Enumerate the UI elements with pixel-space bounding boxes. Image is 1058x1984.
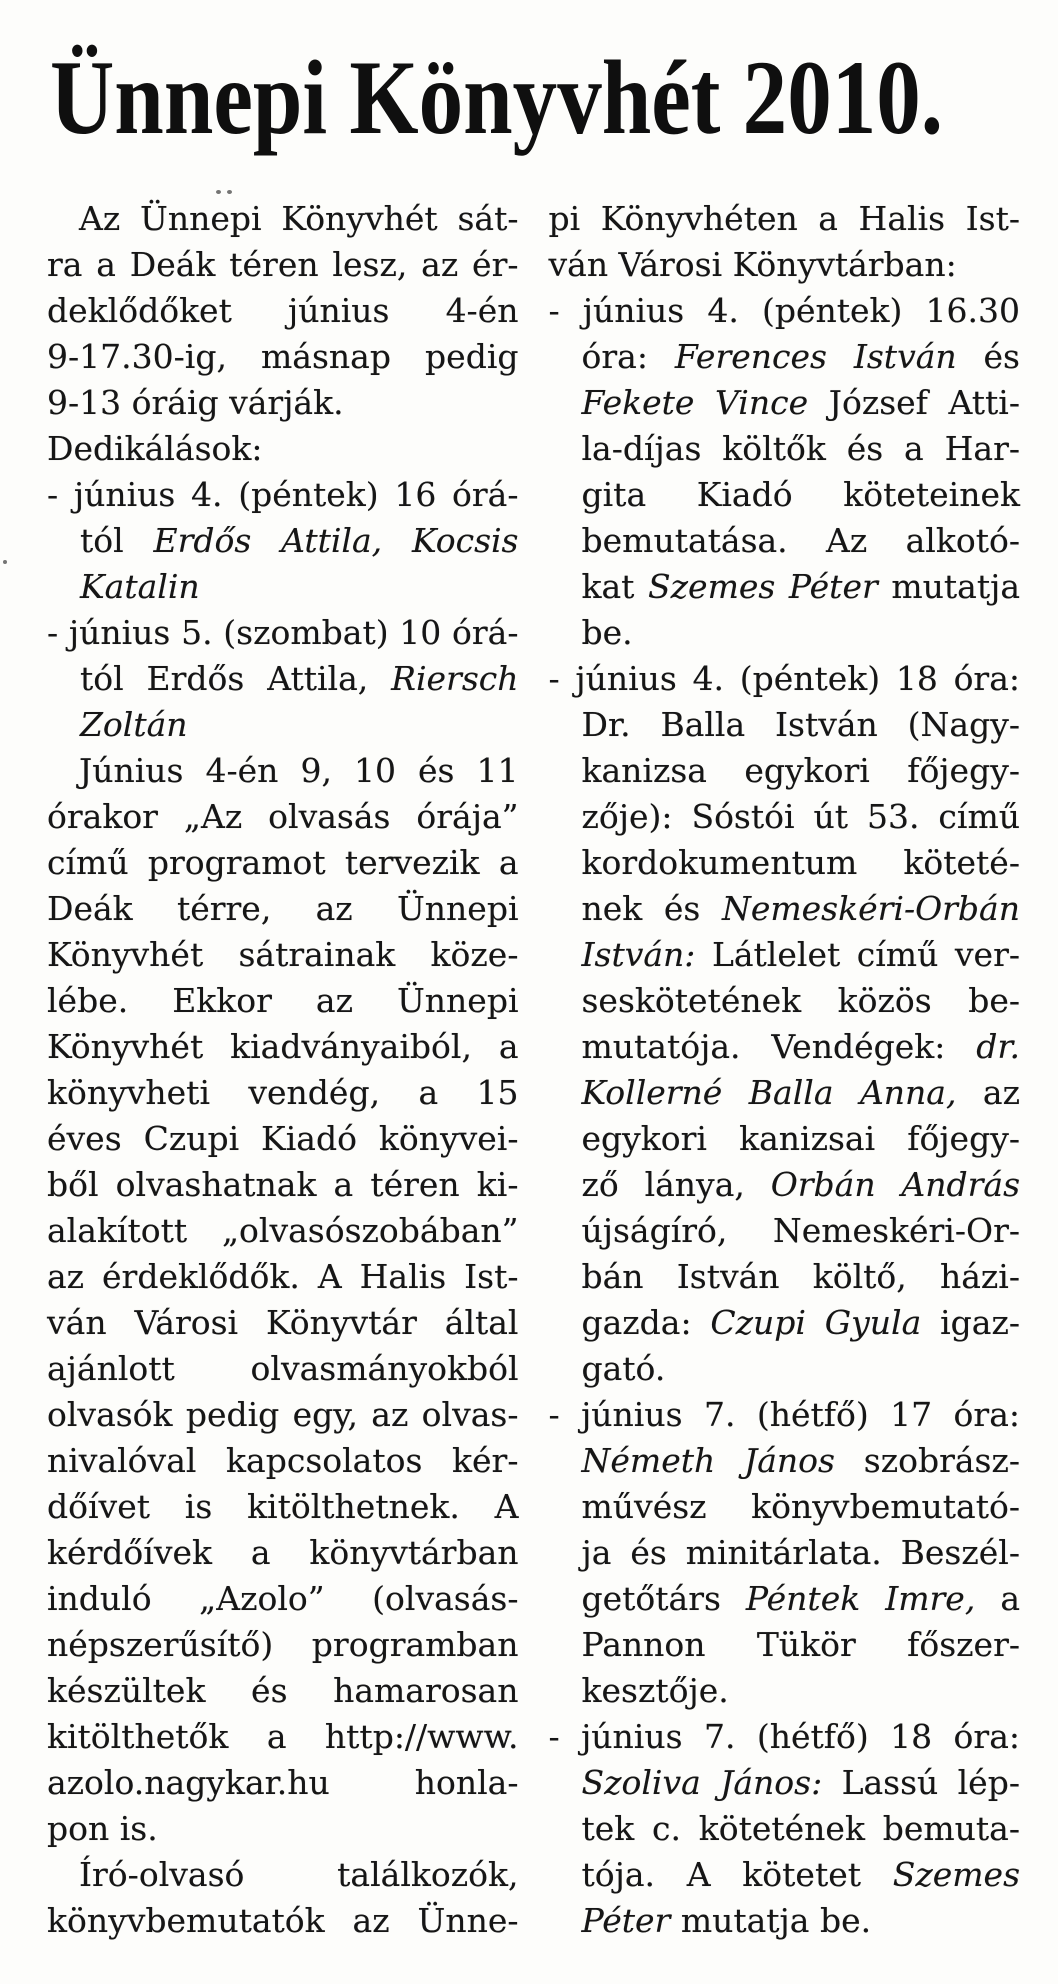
scan-speck — [216, 190, 221, 194]
text-line — [549, 978, 1021, 1024]
italic-text-segment: Czupi Gyula — [710, 1303, 922, 1342]
text-segment: kat — [581, 567, 649, 606]
text-segment: - június 4. (péntek) 18 óra: — [548, 659, 1020, 698]
text-line — [549, 196, 1021, 242]
text-segment: mutatja — [877, 567, 1021, 606]
text-segment: mutatója. Vendégek: — [581, 1027, 977, 1066]
italic-text-segment: Németh János — [581, 1441, 835, 1480]
text-segment: ja és minitárlata. Beszél- — [581, 1533, 1020, 1572]
text-segment: - június 7. (hétfő) 17 óra: — [548, 1395, 1020, 1434]
text-segment: könyvheti vendég, a 15 — [47, 1073, 519, 1112]
text-segment: - június 7. (hétfő) 18 óra: — [548, 1717, 1020, 1756]
text-segment: - június 5. (szombat) 10 órá- — [47, 613, 519, 652]
text-line — [47, 1668, 519, 1714]
text-segment: című programot tervezik a — [47, 843, 519, 882]
text-line — [47, 1898, 519, 1944]
text-segment: órakor „Az olvasás órája” — [47, 797, 519, 836]
text-segment: la-díjas költők és a Har- — [581, 429, 1020, 468]
text-line — [549, 1300, 1021, 1346]
text-line — [549, 886, 1021, 932]
text-line — [47, 380, 519, 426]
text-line — [47, 1346, 519, 1392]
text-segment: ván Városi Könyvtár által — [47, 1303, 519, 1342]
text-line — [47, 656, 519, 702]
text-line — [47, 196, 519, 242]
italic-text-segment: Péter — [581, 1901, 671, 1940]
italic-text-segment: Nemeskéri-Orbán — [721, 889, 1020, 928]
text-line — [47, 1300, 519, 1346]
text-line — [549, 518, 1021, 564]
text-line — [549, 1254, 1021, 1300]
text-segment: gita Kiadó köteteinek — [581, 475, 1020, 514]
text-segment: azolo.nagykar.hu honla- — [47, 1763, 519, 1802]
text-line — [549, 564, 1021, 610]
text-segment: Dedikálások: — [47, 429, 263, 468]
text-line — [549, 1208, 1021, 1254]
text-line — [47, 1806, 519, 1852]
italic-text-segment: dr. — [976, 1027, 1020, 1066]
text-segment: egykori kanizsai főjegy- — [581, 1119, 1020, 1158]
text-segment: lébe. Ekkor az Ünnepi — [47, 981, 519, 1020]
text-line — [47, 426, 519, 472]
text-line — [47, 518, 519, 564]
text-segment: népszerűsítő) programban — [47, 1625, 519, 1664]
text-segment: igaz- — [921, 1303, 1020, 1342]
text-segment: ző lánya, — [581, 1165, 771, 1204]
text-line — [549, 1668, 1021, 1714]
text-line — [549, 656, 1021, 702]
text-line — [47, 748, 519, 794]
text-line — [47, 334, 519, 380]
text-segment: óra: — [581, 337, 675, 376]
text-segment: getőtárs — [581, 1579, 746, 1618]
text-line — [47, 840, 519, 886]
text-line — [549, 702, 1021, 748]
text-line — [47, 1576, 519, 1622]
text-line — [47, 932, 519, 978]
text-line — [47, 472, 519, 518]
text-segment: kérdőívek a könyvtárban — [47, 1533, 519, 1572]
text-line — [47, 1116, 519, 1162]
text-line — [47, 1438, 519, 1484]
text-segment: Könyvhét sátrainak köze- — [47, 935, 519, 974]
text-line — [47, 1392, 519, 1438]
text-segment: kesztője. — [581, 1671, 729, 1710]
text-line — [47, 288, 519, 334]
text-segment: dőívet is kitölthetnek. A — [47, 1487, 519, 1526]
text-segment: művész könyvbemutató- — [581, 1487, 1020, 1526]
text-segment: ra a Deák téren lesz, az ér- — [47, 245, 519, 284]
text-segment: ván Városi Könyvtárban: — [548, 245, 957, 284]
text-line — [549, 426, 1021, 472]
text-line — [47, 1070, 519, 1116]
text-segment: kordokumentum köteté- — [581, 843, 1020, 882]
italic-text-segment: Zoltán — [80, 705, 188, 744]
text-segment: Könyvhét kiadványaiból, a — [47, 1027, 519, 1066]
text-segment: szobrász- — [834, 1441, 1020, 1480]
article-body — [47, 196, 1020, 1944]
text-line — [549, 1116, 1021, 1162]
text-segment: könyvbemutatók az Ünne- — [47, 1901, 519, 1940]
text-line — [549, 1024, 1021, 1070]
text-line — [47, 1208, 519, 1254]
text-line — [549, 1484, 1021, 1530]
text-line — [47, 610, 519, 656]
text-line — [549, 380, 1021, 426]
text-segment: seskötetének közös be- — [581, 981, 1020, 1020]
text-segment: Lassú lép- — [822, 1763, 1020, 1802]
text-line — [549, 1162, 1021, 1208]
text-segment: József Atti- — [808, 383, 1020, 422]
italic-text-segment: Fekete Vince — [581, 383, 809, 422]
text-line — [549, 610, 1021, 656]
text-line — [47, 978, 519, 1024]
text-line — [549, 242, 1021, 288]
text-segment: újságíró, Nemeskéri-Or- — [581, 1211, 1020, 1250]
italic-text-segment: Szemes — [892, 1855, 1020, 1894]
text-line — [47, 1254, 519, 1300]
text-segment: készültek és hamarosan — [47, 1671, 519, 1710]
text-line — [47, 564, 519, 610]
text-line — [549, 932, 1021, 978]
text-segment: pi Könyvhéten a Halis Ist- — [548, 199, 1020, 238]
italic-text-segment: Riersch — [391, 659, 519, 698]
text-line — [47, 702, 519, 748]
text-line — [549, 794, 1021, 840]
text-segment: zője): Sóstói út 53. című — [581, 797, 1020, 836]
text-segment: gató. — [581, 1349, 666, 1388]
text-segment: - június 4. (péntek) 16.30 — [548, 291, 1020, 330]
italic-text-segment: István: — [581, 935, 696, 974]
text-segment: tója. A kötetet — [581, 1855, 893, 1894]
text-segment: 9-17.30-ig, másnap pedig — [47, 337, 519, 376]
text-segment: Pannon Tükör főszer- — [581, 1625, 1020, 1664]
text-segment: éves Czupi Kiadó könyvei- — [47, 1119, 519, 1158]
scan-speck — [227, 190, 232, 194]
italic-text-segment: Szemes Péter — [648, 567, 878, 606]
text-segment: tól Erdős Attila, — [80, 659, 392, 698]
text-line — [47, 1484, 519, 1530]
text-segment: deklődőket június 4-én — [47, 291, 519, 330]
text-line — [549, 334, 1021, 380]
text-line — [549, 1852, 1021, 1898]
article-title: Ünnepi Könyvhét 2010. — [50, 39, 944, 156]
text-line — [549, 1806, 1021, 1852]
text-segment: tek c. kötetének bemuta- — [581, 1809, 1020, 1848]
text-line — [549, 1438, 1021, 1484]
italic-text-segment: Erdős Attila, Kocsis — [153, 521, 519, 560]
right-column — [549, 196, 1021, 1944]
text-segment: az — [956, 1073, 1020, 1112]
text-line — [549, 1622, 1021, 1668]
text-line — [549, 1530, 1021, 1576]
text-segment: - június 4. (péntek) 16 órá- — [47, 475, 519, 514]
text-line — [549, 1898, 1021, 1944]
text-line — [47, 242, 519, 288]
text-segment: Június 4-én 9, 10 és 11 — [79, 751, 519, 790]
text-line — [549, 1760, 1021, 1806]
italic-text-segment: Orbán András — [770, 1165, 1021, 1204]
text-line — [47, 1760, 519, 1806]
text-line — [47, 1162, 519, 1208]
text-line — [47, 1714, 519, 1760]
text-segment: Dr. Balla István (Nagy- — [581, 705, 1020, 744]
text-segment: mutatja be. — [670, 1901, 872, 1940]
text-line — [549, 1070, 1021, 1116]
text-segment: a — [975, 1579, 1020, 1618]
text-segment: Deák térre, az Ünnepi — [47, 889, 519, 928]
text-segment: Az Ünnepi Könyvhét sát- — [79, 199, 519, 238]
text-line — [47, 1622, 519, 1668]
italic-text-segment: Péntek Imre, — [745, 1579, 976, 1618]
text-segment: ből olvashatnak a téren ki- — [47, 1165, 519, 1204]
italic-text-segment: Ferences István — [674, 337, 957, 376]
text-segment: és — [956, 337, 1020, 376]
text-line — [549, 288, 1021, 334]
text-segment: pon is. — [47, 1809, 158, 1848]
scan-speck — [3, 560, 7, 564]
text-segment: Látlelet című ver- — [695, 935, 1020, 974]
italic-text-segment: Szoliva János: — [581, 1763, 823, 1802]
text-segment: nivalóval kapcsolatos kér- — [47, 1441, 519, 1480]
text-line — [47, 1530, 519, 1576]
text-segment: alakított „olvasószobában” — [47, 1211, 519, 1250]
text-line — [47, 886, 519, 932]
text-line — [47, 794, 519, 840]
text-segment: be. — [581, 613, 633, 652]
left-column — [47, 196, 519, 1944]
text-segment: induló „Azolo” (olvasás- — [47, 1579, 519, 1618]
text-line — [47, 1024, 519, 1070]
text-segment: ajánlott olvasmányokból — [47, 1349, 519, 1388]
text-segment: 9-13 óráig várják. — [47, 383, 344, 422]
text-segment: bemutatása. Az alkotó- — [581, 521, 1020, 560]
text-segment: olvasók pedig egy, az olvas- — [47, 1395, 519, 1434]
text-segment: az érdeklődők. A Halis Ist- — [47, 1257, 519, 1296]
text-line — [549, 1714, 1021, 1760]
text-segment: gazda: — [581, 1303, 711, 1342]
italic-text-segment: Kollerné Balla Anna, — [581, 1073, 957, 1112]
text-line — [47, 1852, 519, 1898]
text-segment: tól — [80, 521, 154, 560]
text-segment: nek és — [581, 889, 722, 928]
text-line — [549, 1392, 1021, 1438]
text-segment: bán István költő, házi- — [581, 1257, 1020, 1296]
italic-text-segment: Katalin — [80, 567, 200, 606]
text-line — [549, 472, 1021, 518]
text-line — [549, 748, 1021, 794]
text-line — [549, 840, 1021, 886]
text-line — [549, 1346, 1021, 1392]
text-segment: kanizsa egykori főjegy- — [581, 751, 1020, 790]
text-segment: Író-olvasó találkozók, — [79, 1855, 519, 1894]
text-line — [549, 1576, 1021, 1622]
text-segment: kitölthetők a http://www. — [47, 1717, 519, 1756]
